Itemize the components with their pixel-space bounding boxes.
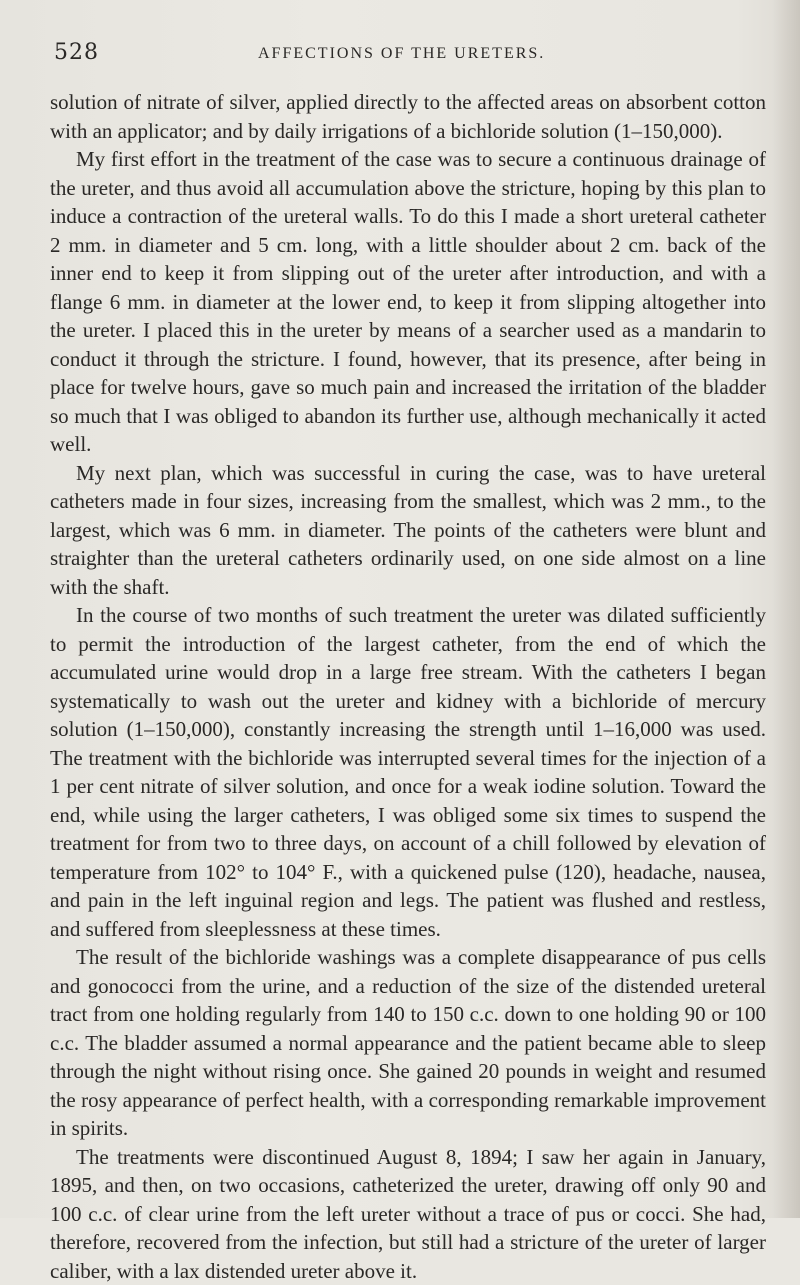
paragraph-continuation: solution of nitrate of silver, applied directly to the affected areas on absorbent cotton with an applicator; and by daily irrigations of a bichloride solution (1–150,000). bbox=[50, 88, 766, 145]
paragraph-next-plan: My next plan, which was successful in curing the case, was to have ureteral catheters made in four sizes, increasing from the smallest, which was 2 mm., to the largest, which was 6 mm. in diameter. The points of the catheters were blunt and straighter than the ureteral catheters ordinarily used, on one side almost on a line with the shaft. bbox=[50, 459, 766, 602]
running-title: AFFECTIONS OF THE URETERS. bbox=[258, 45, 545, 63]
paragraph-course-of-treatment: In the course of two months of such treatment the ureter was dilated sufficiently to permit the introduction of the largest catheter, from the end of which the accumulated urine would drop in a large free stream. With the catheters I began systematically to wash out the ureter and kidney with a bichloride of mercury solution (1–150,000), constantly increasing the strength until 1–16,000 was used. The treatment with the bichloride was interrupted several times for the injection of a 1 per cent nitrate of silver solution, and once for a weak iodine solution. Toward the end, while using the larger catheters, I was obliged some six times to suspend the treatment for from two to three days, on account of a chill followed by elevation of temperature from 102° to 104° F., with a quickened pulse (120), headache, nausea, and pain in the left inguinal region and legs. The patient was flushed and restless, and suffered from sleeplessness at these times. bbox=[50, 601, 766, 943]
body-text bbox=[50, 88, 766, 1285]
page-number: 528 bbox=[54, 40, 99, 65]
paragraph-result: The result of the bichloride washings was a complete disappearance of pus cells and gonococci from the urine, and a reduction of the size of the distended ureteral tract from one holding regularly from 140 to 150 c.c. down to one holding 90 or 100 c.c. The bladder assumed a normal appearance and the patient became able to sleep through the night without rising once. She gained 20 pounds in weight and resumed the rosy appearance of perfect health, with a corresponding remarkable improvement in spirits. bbox=[50, 943, 766, 1143]
paragraph-first-effort: My first effort in the treatment of the case was to secure a continuous drainage of the ureter, and thus avoid all accumulation above the stricture, hoping by this plan to induce a contraction of the ureteral walls. To do this I made a short ureteral catheter 2 mm. in diameter and 5 cm. long, with a little shoulder about 2 cm. back of the inner end to keep it from slipping out of the ureter after introduction, and with a flange 6 mm. in diameter at the lower end, to keep it from slipping altogether into the ureter. I placed this in the ureter by means of a searcher used as a mandarin to conduct it through the stricture. I found, however, that its presence, after being in place for twelve hours, gave so much pain and increased the irritation of the bladder so much that I was obliged to abandon its further use, although mechanically it acted well. bbox=[50, 145, 766, 459]
page-edge-shadow bbox=[772, 0, 800, 1218]
paragraph-follow-up: The treatments were discontinued August 8, 1894; I saw her again in January, 1895, and then, on two occasions, catheterized the ureter, drawing off only 90 and 100 c.c. of clear urine from the left ureter without a trace of pus or cocci. She had, therefore, recovered from the infection, but still had a stricture of the ureter of larger caliber, with a lax distended ureter above it. bbox=[50, 1143, 766, 1285]
running-head bbox=[54, 40, 774, 70]
